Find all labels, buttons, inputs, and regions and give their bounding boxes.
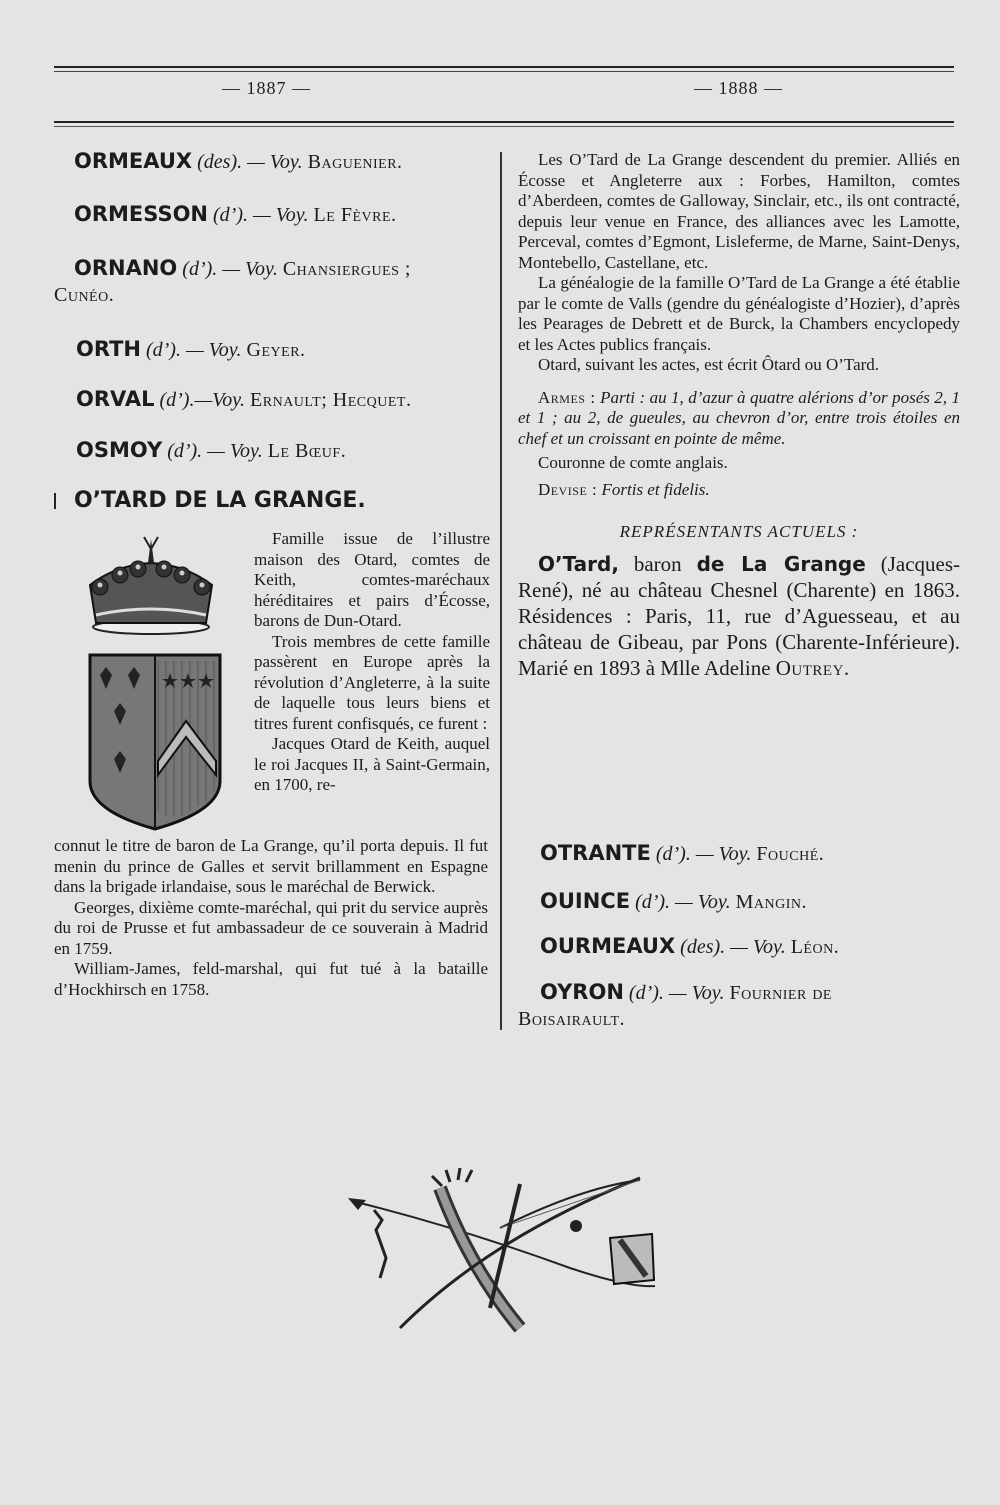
- coat-of-arms-icon: [86, 651, 224, 831]
- family-history-text: connut le titre de baron de La Grange, qu’il porta depuis. Il fut menin du prince de Galles et servit brillamment en Espagne dans la brigade irlandaise, sous le maréchal de Berwick. Georges, dixième comte-maréchal, qui prit du service auprès du roi de Prusse et fut ambassadeur de ce souverain à Madrid en 1759. William-James, feld-marshal, qui fut tué à la bataille d’Hockhirsch en 1758.: [54, 836, 488, 999]
- header-rule-top-thin: [54, 71, 954, 72]
- header-rule-bottom-thin: [54, 126, 954, 127]
- entry-oyron: OYRON (d’). — Voy. Fournier de Boisairault.: [518, 980, 832, 1030]
- entry-osmoy: OSMOY (d’). — Voy. Le Bœuf.: [76, 438, 347, 462]
- family-description: Famille issue de l’illustre maison des Otard, comtes de Keith, comtes-maréchaux héréditaires et pairs d’Écosse, barons de Dun-Otard. Trois membres de cette famille passèrent en Europe après la révolution d’Angleterre, à la suite de laquelle tous leurs biens et titres furent confisqués, ce furent : Jacques Otard de Keith, auquel le roi Jacques II, à Saint-Germain, en 1700, re-: [254, 529, 490, 794]
- bow-arrows-quiver-icon: [340, 1168, 660, 1343]
- header-rule-bottom: [54, 121, 954, 123]
- entry-otrante: OTRANTE (d’). — Voy. Fouché.: [540, 841, 825, 865]
- entry-ouince: OUINCE (d’). — Voy. Mangin.: [540, 889, 807, 913]
- paragraph-genealogy: La généalogie de la famille O’Tard de La Grange a été établie par le comte de Valls (gendre du généalogiste d’Hozier), d’après les Pearages de Debrett et de Burck, la Chambers encyclopedy et les Actes publics français.: [518, 273, 960, 354]
- right-column: [518, 150, 961, 1030]
- page-number-left: — 1887 —: [222, 78, 311, 98]
- header-rule-top: [54, 66, 954, 68]
- crown-icon: [86, 535, 216, 635]
- entry-ornano: ORNANO (d’). — Voy. Chansiergues ; Cunéo.: [54, 256, 411, 306]
- otard-representative: O’Tard, baron de La Grange (Jacques-René), né au château Chesnel (Charente) en 1863. Résidences : Paris, 11, rue d’Aguesseau, et au château de Gibeau, par Pons (Charente-Inférieure). Marié en 1893 à Mlle Adeline Outrey.: [518, 551, 961, 680]
- entry-ormeaux: ORMEAUX (des). — Voy. Baguenier.: [74, 149, 403, 173]
- entry-ormesson: ORMESSON (d’). — Voy. Le Fèvre.: [74, 202, 397, 226]
- entry-orval: ORVAL (d’).—Voy. Ernault; Hecquet.: [76, 387, 412, 411]
- armes-paragraph: Armes : Parti : au 1, d’azur à quatre alérions d’or posés 2, 1 et 1 ; au 2, de gueules, au chevron d’or, entre trois étoiles en chef et un croissant en pointe de même.: [518, 387, 961, 448]
- entry-orth: ORTH (d’). — Voy. Geyer.: [76, 337, 306, 361]
- paragraph-alliances: Les O’Tard de La Grange descendent du premier. Alliés en Écosse et Angleterre aux : Forbes, Hamilton, comtes d’Aberdeen, comtes de Galloway, Sinclair, etc., ils ont contracté, depuis leur venue en France, des alliances avec les Lamotte, Perceval, comtes d’Egmont, Lisleferme, de Marne, Saint-Denys, Montebello, Castellane, etc.: [518, 150, 960, 272]
- paragraph-spelling: Otard, suivant les actes, est écrit Ôtard ou O’Tard.: [538, 355, 880, 374]
- page-number-right: — 1888 —: [694, 78, 783, 98]
- margin-tick: [54, 493, 56, 509]
- column-divider: [500, 152, 502, 1030]
- devise-line: Devise : Fortis et fidelis.: [538, 479, 710, 499]
- entry-otard-title: O’TARD DE LA GRANGE.: [74, 488, 366, 513]
- representants-heading: REPRÉSENTANTS ACTUELS :: [619, 522, 859, 541]
- couronne-line: Couronne de comte anglais.: [538, 453, 728, 472]
- entry-ourmeaux: OURMEAUX (des). — Voy. Léon.: [540, 934, 840, 958]
